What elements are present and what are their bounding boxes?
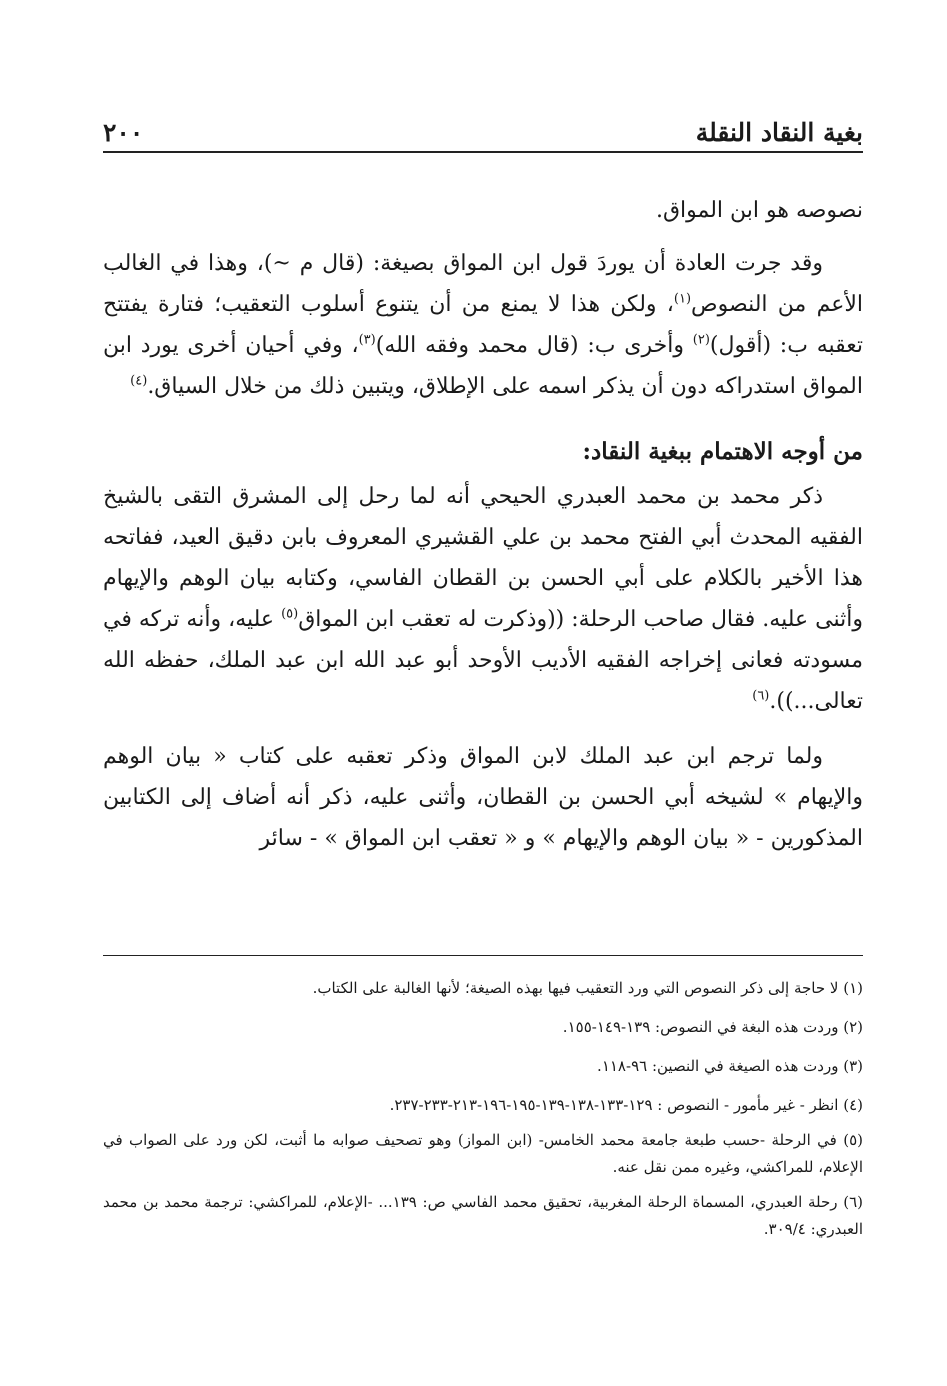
footnotes [103, 975, 863, 1243]
paragraph-text: وأخرى ب: (قال محمد وفقه الله) [375, 333, 693, 358]
footnote-6: (٦) رحلة العبدري، المسماة الرحلة المغربية، تحقيق محمد الفاسي ص: ١٣٩... -الإعلام، للمراكشي: ترجمة محمد بن محمد العبدري: ٣٠٩/٤. [103, 1193, 863, 1238]
book-page [103, 0, 863, 1386]
footnote-rule [103, 955, 863, 956]
section-heading: من أوجه الاهتمام ببغية النقاد: [582, 438, 863, 465]
running-title: بغية النقاد النقلة [695, 117, 863, 147]
footnote-ref-5[interactable]: (٥) [281, 606, 299, 622]
paragraph-abdari-account [103, 476, 863, 722]
paragraph-text: وقد جرت العادة أن يوردَ قول ابن المواق بصيغة: (قال م ~)، وهذا في الغالب الأعم من النصوص [103, 251, 863, 317]
paragraph-text: ذكر محمد بن محمد العبدري الحيحي أنه لما رحل إلى المشرق التقى بالشيخ الفقيه المحدث أبي الفتح محمد بن علي القشيري المعروف بابن دقيق العيد، ففاتحه هذا الأخير بالكلام على أبي الحسن بن القطان الفاسي، وكتابه بيان الوهم والإيهام وأثنى عليه. فقال صاحب الرحلة: ((وذكرت له تعقب ابن المواق [103, 484, 863, 632]
footnote-2: (٢) وردت هذه البغة في النصوص: ١٣٩-١٤٩-١٥٥. [562, 1018, 863, 1036]
paragraph-text: ، ولكن هذا لا يمنع من أن يتنوع أسلوب التعقيب؛ فتارة يفتتح تعقبه ب: (أقول) [103, 292, 863, 358]
page-number: ٢٠٠ [103, 117, 144, 147]
footnote-ref-3[interactable]: (٣) [358, 332, 376, 348]
paragraph-ibn-abd-al-malik: ولما ترجم ابن عبد الملك لابن المواق وذكر تعقبه على كتاب « بيان الوهم والإيهام » لشيخه أبي الحسن بن القطان، وأثنى عليه، ذكر أنه أضاف إلى الكتابين المذكورين - « بيان الوهم والإيهام » و « تعقب ابن المواق » - سائر [103, 744, 863, 851]
paragraph-text: عليه، وأنه تركه في مسودته فعانى إخراجه الفقيه الأديب الأوحد أبو عبد الله ابن عبد الملك، حفظه الله تعالى...)). [103, 607, 863, 714]
footnote-ref-2[interactable]: (٢) [692, 332, 710, 348]
main-text [103, 190, 863, 871]
running-header [103, 112, 863, 152]
paragraph-citation-formula [103, 243, 863, 407]
paragraph-continuation: نصوصه هو ابن المواق. [655, 198, 863, 223]
header-rule [103, 151, 863, 153]
footnote-3: (٣) وردت هذه الصيغة في النصين: ٩٦-١١٨. [597, 1057, 863, 1075]
footnote-5: (٥) في الرحلة -حسب طبعة جامعة محمد الخامس- (ابن المواز) وهو تصحيف صوابه ما أثبت، لكن ورد على الصواب في الإعلام، للمراكشي، وغيره ممن نقل عنه. [103, 1131, 863, 1176]
footnote-ref-4[interactable]: (٤) [130, 373, 148, 389]
paragraph-text: ، وفي أحيان أخرى يورد ابن المواق استدراكه دون أن يذكر اسمه على الإطلاق، ويتبين ذلك من خلال السياق. [103, 333, 863, 399]
footnote-ref-6[interactable]: (٦) [752, 688, 770, 704]
footnote-ref-1[interactable]: (١) [673, 291, 692, 307]
footnote-4: (٤) انظر - غير مأمور - النصوص : ١٢٩-١٣٣-١٣٨-١٣٩-١٩٥-١٩٦-٢١٣-٢٣٣-٢٣٧. [389, 1096, 863, 1114]
footnote-1: (١) لا حاجة إلى ذكر النصوص التي ورد التعقيب فيها بهذه الصيغة؛ لأنها الغالبة على الكتاب. [312, 979, 863, 997]
